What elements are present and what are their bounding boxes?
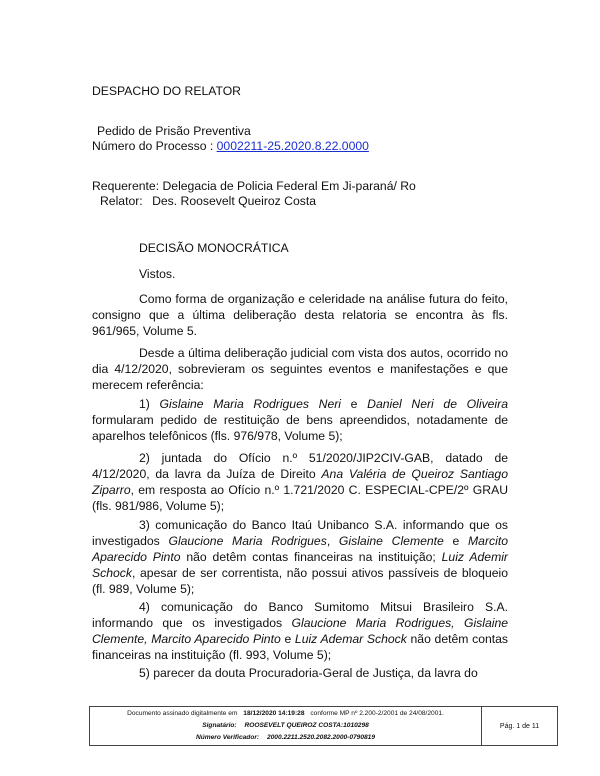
paragraph-1: Como forma de organização e celeridade na análise futura do feito, consigno que a última deliberação desta relatoria se encontra às fls. 961/965, Volume 5. <box>92 292 508 338</box>
item-2: 2) juntada do Ofício n.º 51/2020/JIP2CIV-GAB, datado de 4/12/2020, da lavra da Juíza de Direito Ana Valéria de Queiroz Santiago Ziparro, em resposta ao Ofício n.º 1.721/2020 C. ESPECIAL-CPE/2º GRAU (fls. 981/986, Volume 5); <box>92 451 508 513</box>
rapporteur-row <box>100 193 316 209</box>
process-number-row <box>92 138 369 154</box>
requester-value: Delegacia de Policia Federal Em Ji-paraná/ Ro <box>162 179 416 193</box>
signature-footer <box>89 706 558 746</box>
item-3: 3) comunicação do Banco Itaú Unibanco S.A. informando que os investigados Glaucione Maria Rodrigues, Gislaine Clemente e Marcito Aparecido Pinto não detêm contas financeiras na instituição; Luiz Ademir Schock, apesar de ser correntista, não possui ativos passíveis de bloqueio (fl. 989, Volume 5); <box>92 518 508 596</box>
requester-label: Requerente: <box>92 179 160 193</box>
item-1: 1) Gislaine Maria Rodrigues Neri e Daniel Neri de Oliveira formularam pedido de restituição de bens apreendidos, notadamente de aparelhos telefônicos (fls. 976/978, Volume 5); <box>92 397 508 443</box>
signatory-line: Signatário: ROOSEVELT QUEIROZ COSTA:1010298 <box>202 722 369 729</box>
document-title: DESPACHO DO RELATOR <box>92 84 241 98</box>
vistos: Vistos. <box>139 267 176 281</box>
verifier-line: Número Verificador: 2000.2211.2520.2082.2000-0790819 <box>195 734 376 741</box>
request-type: Pedido de Prisão Preventiva <box>97 124 251 138</box>
decision-heading: DECISÃO MONOCRÁTICA <box>139 241 289 255</box>
paragraph-2: Desde a última deliberação judicial com vista dos autos, ocorrido no dia 4/12/2020, sobrevieram os seguintes eventos e manifestações e que merecem referência: <box>92 346 508 392</box>
process-number-label: Número do Processo : <box>92 139 214 153</box>
signed-line: Documento assinado digitalmente em 18/12/2020 14:19:28 conforme MP nº 2.200-2/2001 de 24/08/2001. <box>127 710 444 717</box>
requester-row <box>92 178 416 194</box>
item-4: 4) comunicação do Banco Sumitomo Mitsui Brasileiro S.A. informando que os investigados Glaucione Maria Rodrigues, Gislaine Clemente, Marcito Aparecido Pinto e Luiz Ademar Schock não detêm contas financeiras na instituição (fl. 993, Volume 5); <box>92 600 509 662</box>
item-5: 5) parecer da douta Procuradoria-Geral de Justiça, da lavra do <box>139 666 478 680</box>
process-number-link[interactable]: 0002211-25.2020.8.22.0000 <box>216 139 369 153</box>
rapporteur-label: Relator: <box>100 194 143 208</box>
signature-info <box>90 707 482 745</box>
rapporteur-value: Des. Roosevelt Queiroz Costa <box>152 194 317 208</box>
page-number: Pág. 1 de 11 <box>499 722 540 730</box>
